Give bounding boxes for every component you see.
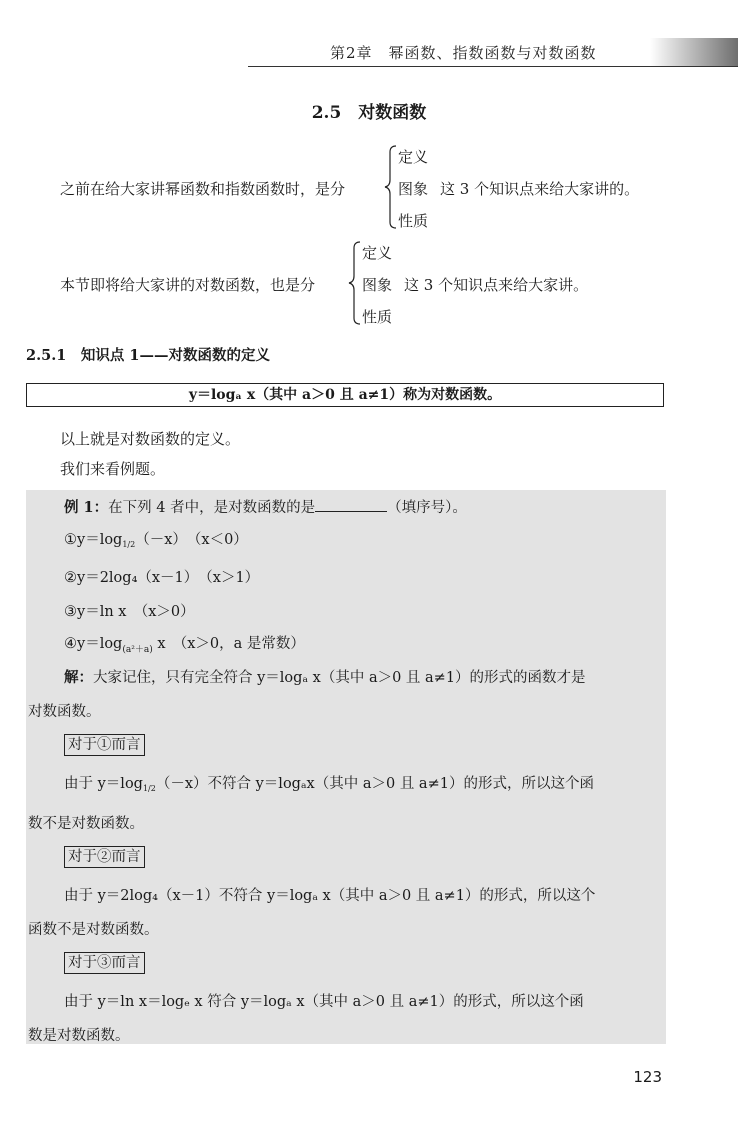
case1-line1-base: 1/2 <box>142 784 156 793</box>
subsection-title: 2.5.1 知识点 1——对数函数的定义 <box>26 347 270 364</box>
example-prompt-tail: （填序号）。 <box>387 500 467 516</box>
case3-line1: 由于 y＝ln x＝logₑ x 符合 y＝logₐ x（其中 a＞0 且 a≠1）的形式，所以这个函 <box>64 994 584 1010</box>
option-2: ②y＝2log₄（x－1） （x＞1） <box>64 570 260 586</box>
solution-line-2: 对数函数。 <box>28 704 101 720</box>
case1-line1-post: （－x）不符合 y＝logₐx（其中 a＞0 且 a≠1）的形式，所以这个函 <box>155 776 594 792</box>
chapter-header: 第2章 幂函数、指数函数与对数函数 <box>330 44 597 62</box>
brace2-item-property: 性质 <box>362 308 393 326</box>
body-line-2: 我们来看例题。 <box>60 460 166 478</box>
brace1-item-graph: 图象 <box>398 180 429 198</box>
solution-text: 大家记住，只有完全符合 y＝logₐ x（其中 a＞0 且 a≠1）的形式的函数才是 <box>93 670 586 686</box>
definition-box: y＝logₐ x（其中 a＞0 且 a≠1）称为对数函数。 <box>26 383 664 407</box>
brace2-item-definition: 定义 <box>362 244 393 262</box>
example-prompt-text: 在下列 4 者中，是对数函数的是 <box>108 500 316 516</box>
option-4-pre: ④y＝log <box>64 636 123 652</box>
page-number: 123 <box>633 1068 662 1086</box>
section-title: 2.5 对数函数 <box>311 103 427 123</box>
case1-tag: 对于①而言 <box>64 734 145 756</box>
option-1-pre: ①y＝log <box>64 532 123 548</box>
brace-left-1 <box>384 144 398 230</box>
case2-line2: 函数不是对数函数。 <box>28 922 159 938</box>
option-4-post: x （x＞0，a 是常数） <box>152 636 305 652</box>
intro-para1-suffix: 这 3 个知识点来给大家讲的。 <box>440 180 640 198</box>
intro-para2-suffix: 这 3 个知识点来给大家讲。 <box>404 276 589 294</box>
brace2-item-graph: 图象 <box>362 276 393 294</box>
brace1-item-property: 性质 <box>398 212 429 230</box>
body-line-1: 以上就是对数函数的定义。 <box>60 430 241 448</box>
solution-line-1 <box>64 666 586 687</box>
case3-tag: 对于③而言 <box>64 952 145 974</box>
case1-line2: 数不是对数函数。 <box>28 816 144 832</box>
option-4 <box>64 632 305 655</box>
solution-label: 解： <box>64 669 93 686</box>
case2-line1: 由于 y＝2log₄（x－1）不符合 y＝logₐ x（其中 a＞0 且 a≠1）的形式，所以这个 <box>64 888 596 904</box>
option-1 <box>64 528 248 549</box>
option-4-base: (a²＋a) <box>122 644 153 655</box>
case2-tag: 对于②而言 <box>64 846 145 868</box>
example-prompt <box>64 496 467 517</box>
case1-line1 <box>64 772 594 793</box>
intro-para2-prefix: 本节即将给大家讲的对数函数，也是分 <box>60 276 316 294</box>
option-3: ③y＝ln x （x＞0） <box>64 604 195 620</box>
option-1-post: （－x） （x＜0） <box>135 532 248 548</box>
option-1-base: 1/2 <box>122 540 136 549</box>
header-rule <box>248 66 738 67</box>
case1-line1-pre: 由于 y＝log <box>64 776 143 792</box>
brace-left-2 <box>348 240 362 326</box>
example-label: 例 1： <box>64 499 109 516</box>
case3-line2: 数是对数函数。 <box>28 1028 130 1044</box>
answer-blank <box>315 499 387 512</box>
brace1-item-definition: 定义 <box>398 148 429 166</box>
intro-para1-prefix: 之前在给大家讲幂函数和指数函数时，是分 <box>60 180 346 198</box>
header-gradient <box>650 38 738 66</box>
